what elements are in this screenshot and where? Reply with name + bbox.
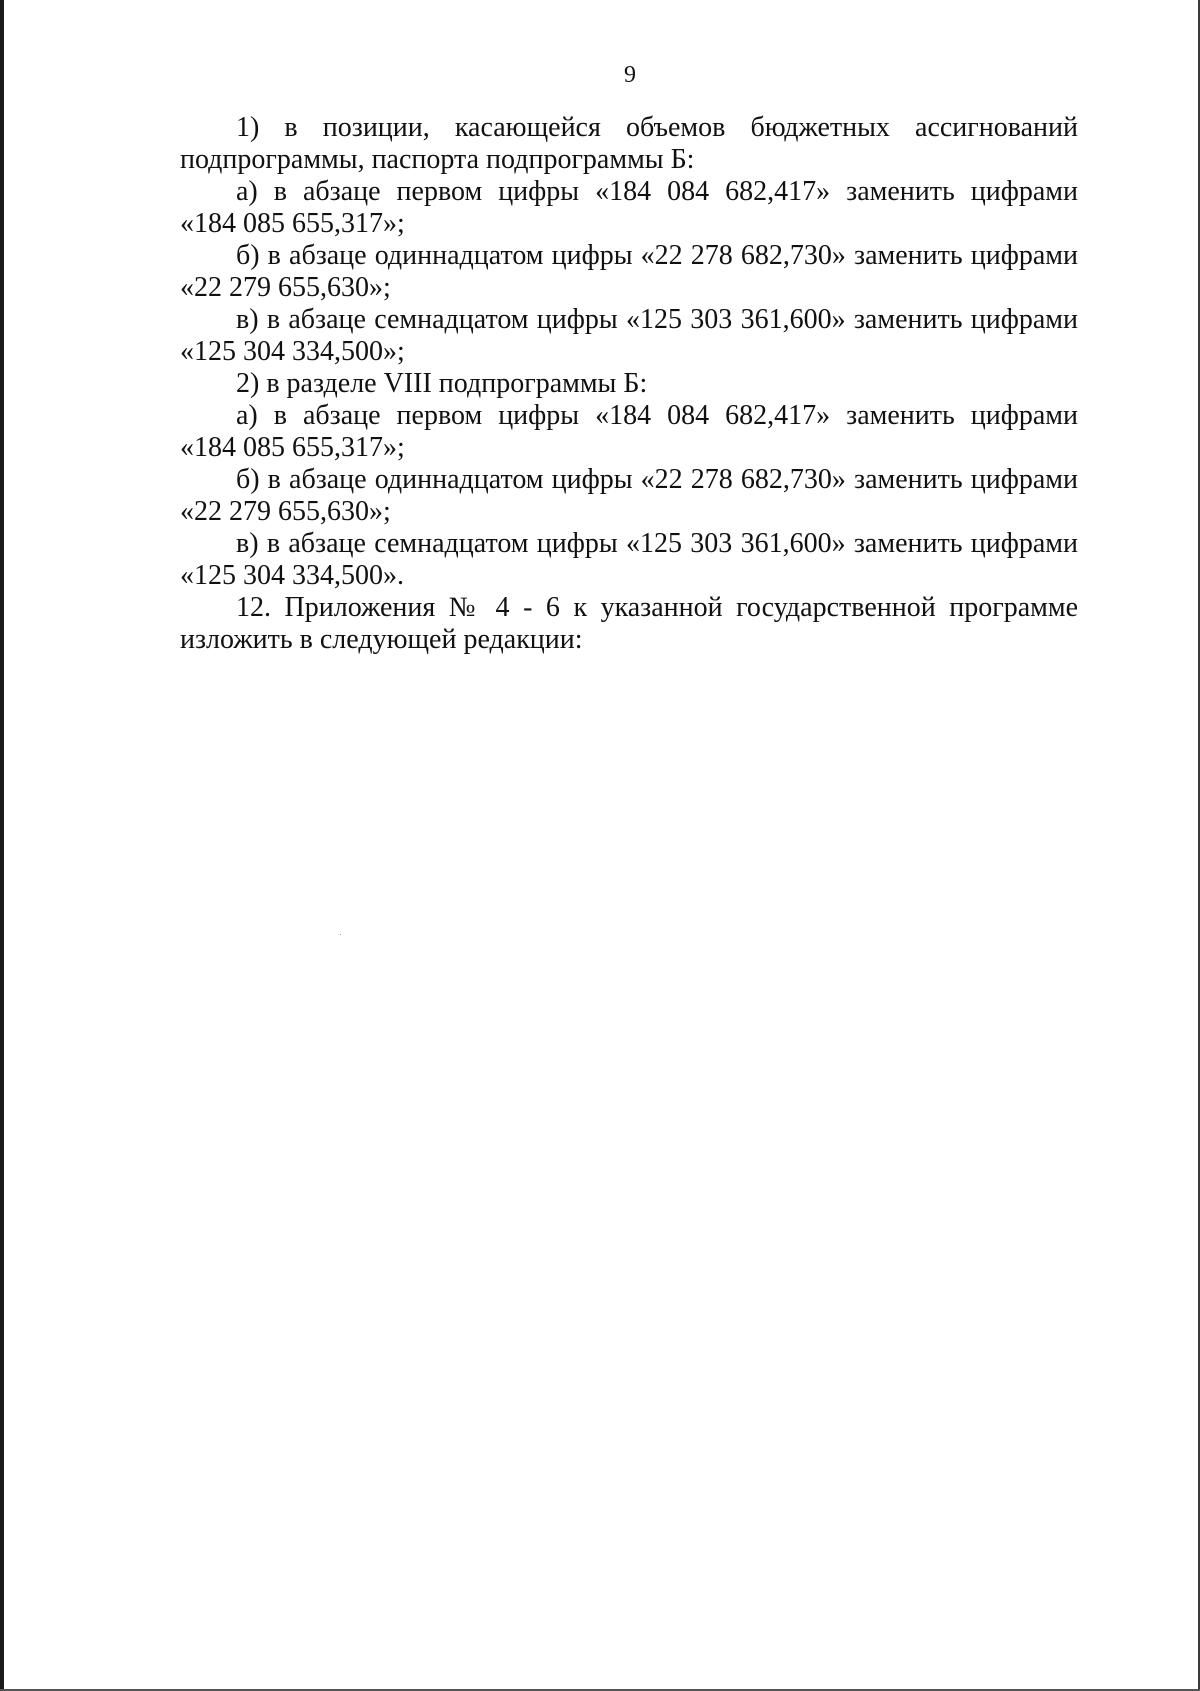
paragraph-6-line-1: а) в абзаце первом цифры «184 084 682,417» заменить цифрами: [236, 400, 1078, 431]
paragraph-4-line-1: в) в абзаце семнадцатом цифры «125 303 361,600» заменить цифрами: [236, 304, 1078, 335]
paragraph-8-line-1: в) в абзаце семнадцатом цифры «125 303 361,600» заменить цифрами: [236, 528, 1078, 559]
scan-speck: [340, 934, 341, 935]
paragraph-2-line-1: а) в абзаце первом цифры «184 084 682,417» заменить цифрами: [236, 176, 1078, 207]
paragraph-1-line-2: подпрограммы, паспорта подпрограммы Б:: [180, 144, 695, 175]
paragraph-1-line-1: 1) в позиции, касающейся объемов бюджетных ассигнований: [236, 112, 1078, 143]
paragraph-4-line-2: «125 304 334,500»;: [180, 336, 405, 367]
paragraph-8-line-2: «125 304 334,500».: [180, 560, 404, 591]
paragraph-3-line-1: б) в абзаце одиннадцатом цифры «22 278 682,730» заменить цифрами: [236, 240, 1078, 271]
paragraph-2-line-2: «184 085 655,317»;: [180, 208, 405, 239]
paragraph-6-line-2: «184 085 655,317»;: [180, 432, 405, 463]
paragraph-7-line-2: «22 279 655,630»;: [180, 496, 391, 527]
document-body: [180, 112, 1078, 656]
page-number: 9: [624, 62, 636, 88]
paragraph-7-line-1: б) в абзаце одиннадцатом цифры «22 278 682,730» заменить цифрами: [236, 464, 1078, 495]
paragraph-9-line-2: изложить в следующей редакции:: [180, 624, 583, 655]
scan-edge-left: [0, 0, 4, 1691]
paragraph-3-line-2: «22 279 655,630»;: [180, 272, 391, 303]
paragraph-5-line-1: 2) в разделе VIII подпрограммы Б:: [236, 368, 648, 399]
paragraph-9-line-1: 12. Приложения № 4 - 6 к указанной государственной программе: [236, 592, 1078, 623]
